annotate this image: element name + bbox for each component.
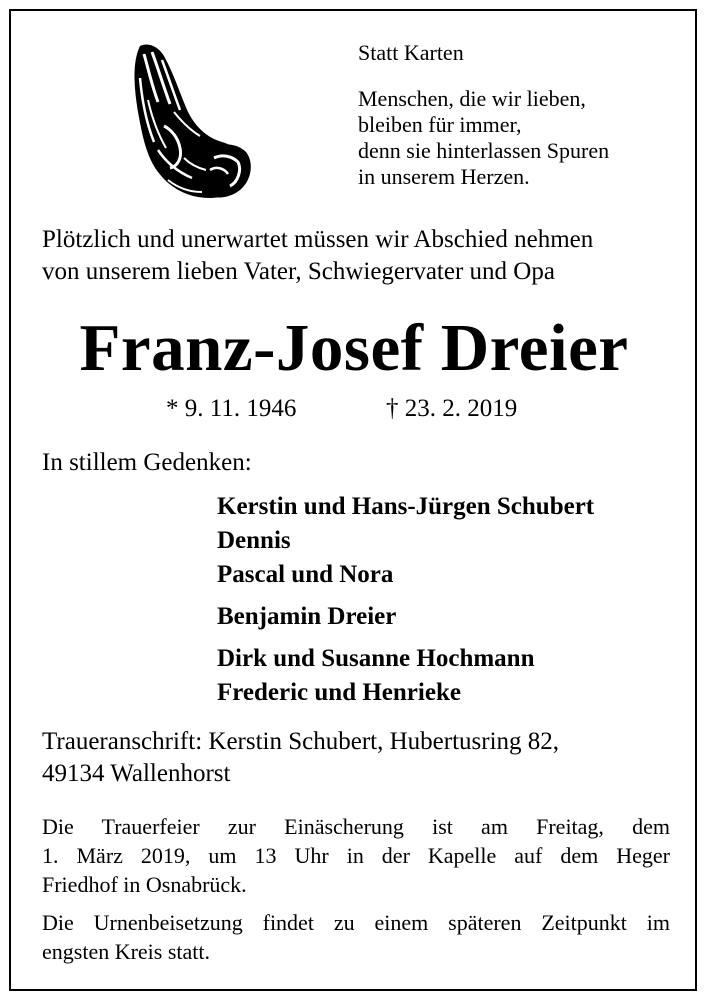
mourner-group — [217, 600, 687, 634]
mourner-group — [217, 490, 687, 592]
mourner-name: Dirk und Susanne Hochmann — [217, 645, 535, 672]
address-line: Traueranschrift: Kerstin Schubert, Hubertusring 82, — [42, 728, 560, 755]
praying-hands-icon — [118, 38, 256, 208]
ceremony-line: 1. März 2019, um 13 Uhr in der Kapelle auf dem Heger — [42, 843, 670, 868]
urn-line: engsten Kreis statt. — [42, 939, 211, 964]
address-line: 49134 Wallenhorst — [42, 760, 231, 787]
announcement-line: von unserem lieben Vater, Schwiegervater und Opa — [42, 258, 555, 285]
deceased-name: Franz-Josef Dreier — [79, 311, 629, 385]
mourner-name: Benjamin Dreier — [217, 603, 397, 630]
poem-line: denn sie hinterlassen Spuren — [358, 138, 610, 163]
urn-burial-info — [42, 908, 670, 966]
mourning-address — [42, 726, 682, 790]
death-date: † 23. 2. 2019 — [386, 395, 518, 422]
ceremony-info — [42, 812, 670, 899]
announcement-line: Plötzlich und unerwartet müssen wir Abschied nehmen — [42, 226, 594, 253]
poem-line: bleiben für immer, — [358, 112, 522, 137]
mourner-name: Frederic und Henrieke — [217, 679, 461, 706]
mourner-name: Dennis — [217, 527, 291, 554]
mourners-heading: In stillem Gedenken: — [42, 449, 252, 476]
poem — [358, 86, 678, 190]
intro-block — [358, 40, 678, 190]
ceremony-line: Die Trauerfeier zur Einäscherung ist am Freitag, dem — [42, 814, 670, 839]
ceremony-line: Friedhof in Osnabrück. — [42, 872, 247, 897]
intro-label: Statt Karten — [358, 40, 464, 65]
poem-line: Menschen, die wir lieben, — [358, 86, 586, 111]
poem-line: in unserem Herzen. — [358, 164, 530, 189]
mourners-list — [217, 490, 687, 718]
mourner-group — [217, 642, 687, 710]
urn-line: Die Urnenbeisetzung findet zu einem späteren Zeitpunkt im — [42, 910, 670, 935]
mourner-name: Kerstin und Hans-Jürgen Schubert — [217, 493, 595, 520]
announcement — [42, 224, 682, 288]
mourner-name: Pascal und Nora — [217, 561, 394, 588]
birth-date: * 9. 11. 1946 — [166, 395, 297, 422]
